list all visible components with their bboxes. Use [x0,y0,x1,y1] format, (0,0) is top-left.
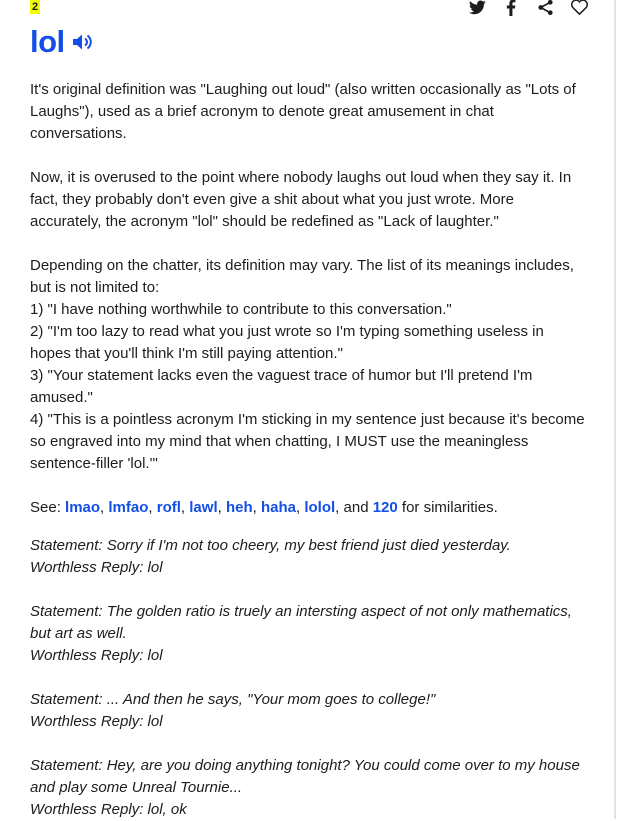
example-statement: Statement: Sorry if I'm not too cheery, my best friend just died yesterday. [30,537,511,554]
related-link-heh[interactable]: heh [225,499,253,516]
share-icon[interactable] [536,0,554,16]
definition-example [30,535,590,821]
meaning-list-item: 4) "This is a pointless acronym I'm sticking in my sentence just because it's become so engraved into my mind that when chatting, I MUST use the meaningless sentence-filler 'lol.'" [30,411,585,472]
definition-meaning [30,79,586,475]
related-link-lmao[interactable]: lmao [65,499,101,516]
meaning-list-item: 1) "I have nothing worthwhile to contribute to this conversation." [30,301,452,318]
example-statement: Statement: The golden ratio is truely an intersting aspect of not only mathematics, but art as well. [30,603,572,642]
related-link-lmfao[interactable]: lmfao [108,499,149,516]
share-bar [468,0,588,16]
example-statement: Statement: Hey, are you doing anything tonight? You could come over to my house and play some Unreal Tournie... [30,757,580,796]
meaning-paragraph: It's original definition was "Laughing out loud" (also written occasionally as "Lots of Laughs"), used as a brief acronym to denote great amusement in chat conversations. [30,81,576,142]
definition-rank-badge: 2 [31,1,39,13]
see-also-line: See: lmao, lmfao, rofl, lawl, heh, haha, lolol, and 120 for similarities. [30,499,498,516]
card-border [614,0,616,819]
twitter-icon[interactable] [468,0,486,16]
facebook-icon[interactable] [502,0,520,16]
meaning-list-item: 2) "I'm too lazy to read what you just wrote so I'm typing something useless in hopes that you'll think I'm still paying attention." [30,323,544,362]
speaker-icon[interactable] [71,31,93,53]
meaning-paragraph: Now, it is overused to the point where nobody laughs out loud when they say it. In fact, they probably don't even give a shit about what you just wrote. More accurately, the acronym "lol" should be redefined as "Lack of laughter." [30,169,572,230]
example-reply: Worthless Reply: lol [30,559,163,576]
example-statement: Statement: ... And then he says, "Your mom goes to college!" [30,691,436,708]
word-title[interactable]: lol [30,24,65,59]
example-reply: Worthless Reply: lol [30,713,163,730]
meaning-list-item: 3) "Your statement lacks even the vaguest trace of humor but I'll pretend I'm amused." [30,367,533,406]
see-prefix: See: [30,499,66,516]
example-reply: Worthless Reply: lol, ok [30,801,187,818]
see-suffix: for similarities. [397,499,498,516]
example-reply: Worthless Reply: lol [30,647,163,664]
related-link-120[interactable]: 120 [372,499,398,516]
related-link-rofl[interactable]: rofl [156,499,181,516]
related-link-lawl[interactable]: lawl [189,499,218,516]
meaning-paragraph: Depending on the chatter, its definition may vary. The list of its meanings includes, but is not limited to: [30,257,574,296]
heart-icon[interactable] [570,0,588,16]
related-link-haha[interactable]: haha [260,499,296,516]
related-link-lolol[interactable]: lolol [304,499,336,516]
definition-header [30,22,93,62]
